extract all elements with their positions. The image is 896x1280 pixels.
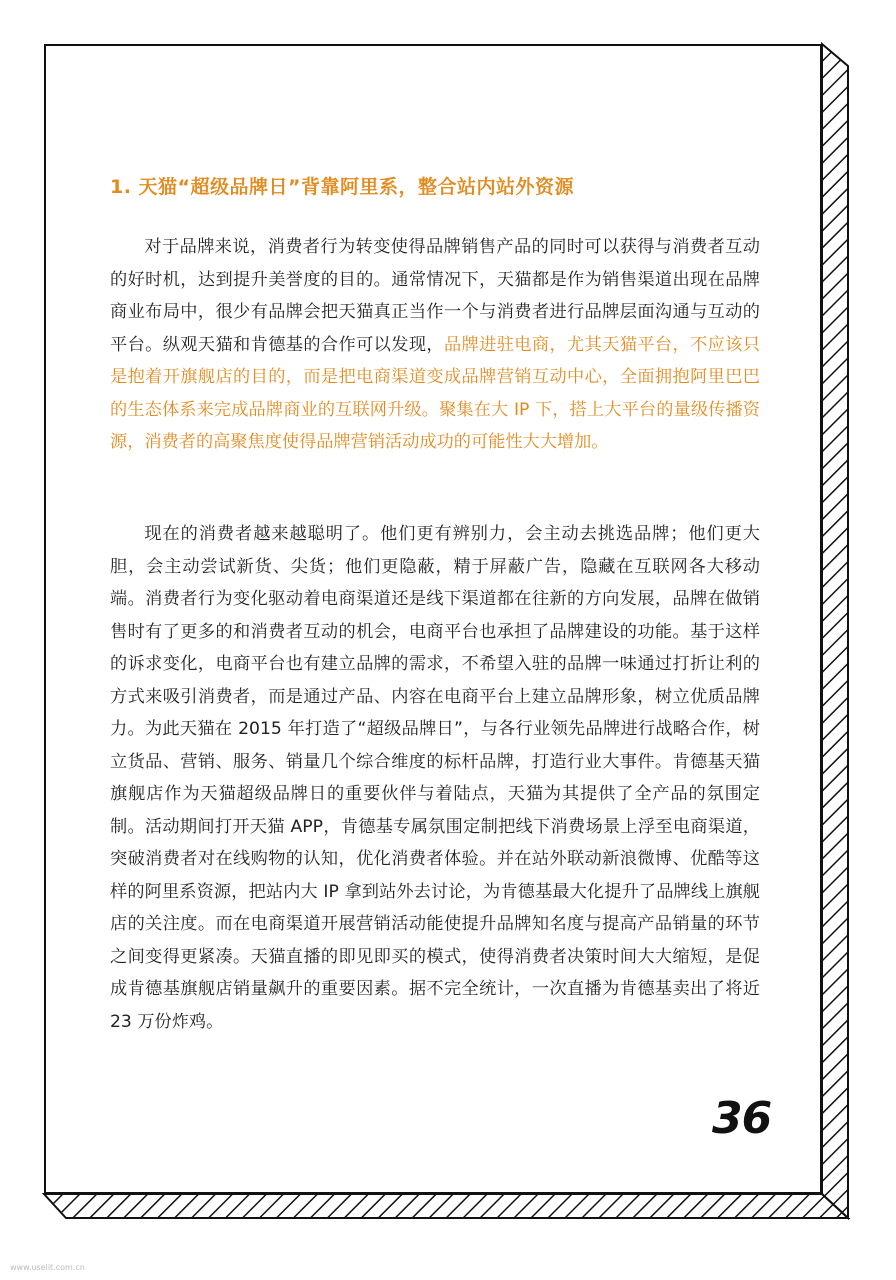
paragraph-1 [110, 231, 760, 459]
paragraph-1-text: 对于品牌来说，消费者行为转变使得品牌销售产品的同时可以获得与消费者互动的好时机，达到提升美誉度的目的。通常情况下，天猫都是作为销售渠道出现在品牌商业布局中，很少有品牌会把天猫真正当作一个与消费者进行品牌层面沟通与互动的平台。纵观天猫和肯德基的合作可以发现， [110, 237, 760, 355]
watermark: www.uselit.com.cn [10, 1263, 85, 1272]
page-number: 36 [712, 1093, 772, 1144]
paragraph-2: 现在的消费者越来越聪明了。他们更有辨别力，会主动去挑选品牌；他们更大胆，会主动尝试新货、尖货；他们更隐蔽，精于屏蔽广告，隐藏在互联网各大移动端。消费者行为变化驱动着电商渠道还是线下渠道都在往新的方向发展，品牌在做销售时有了更多的和消费者互动的机会，电商平台也承担了品牌建设的功能。基于这样的诉求变化，电商平台也有建立品牌的需求，不希望入驻的品牌一味通过打折让利的方式来吸引消费者，而是通过产品、内容在电商平台上建立品牌形象，树立优质品牌力。为此天猫在 2015 年打造了“超级品牌日”，与各行业领先品牌进行战略合作，树立货品、营销、服务、销量几个综合维度的标杆品牌，打造行业大事件。肯德基天猫旗舰店作为天猫超级品牌日的重要伙伴与着陆点，天猫为其提供了全产品的氛围定制。活动期间打开天猫 APP，肯德基专属氛围定制把线下消费场景上浮至电商渠道，突破消费者对在线购物的认知，优化消费者体验。并在站外联动新浪微博、优酷等这样的阿里系资源，把站内大 IP 拿到站外去讨论，为肯德基最大化提升了品牌线上旗舰店的关注度。而在电商渠道开展营销活动能使提升品牌知名度与提高产品销量的环节之间变得更紧凑。天猫直播的即见即买的模式，使得消费者决策时间大大缩短，是促成肯德基旗舰店销量飙升的重要因素。据不完全统计，一次直播为肯德基卖出了将近 23 万份炸鸡。 [110, 524, 760, 1032]
section-heading: 1. 天猫“超级品牌日”背靠阿里系，整合站内站外资源 [110, 176, 575, 198]
highlighted-text: 品牌进驻电商，尤其天猫平台，不应该只是抱着开旗舰店的目的，而是把电商渠道变成品牌营销互动中心，全面拥抱阿里巴巴的生态体系来完成品牌商业的互联网升级。聚集在大 IP 下，搭上大平台的量级传播资源，消费者的高聚焦度使得品牌营销活动成功的可能性大大增加。 [110, 334, 760, 452]
